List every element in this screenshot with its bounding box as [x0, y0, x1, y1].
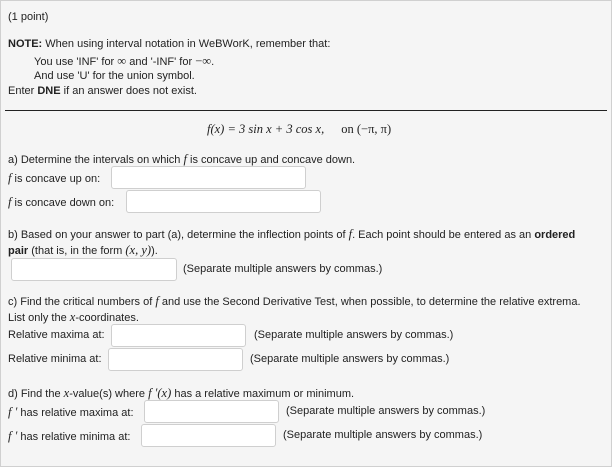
dne-line — [8, 85, 197, 97]
fprime-maxima-text: has relative maxima at: — [17, 407, 134, 419]
relative-maxima-hint: (Separate multiple answers by commas.) — [254, 329, 454, 341]
note-text: When using interval notation in WeBWorK, remember that: — [42, 38, 331, 50]
concave-down-text: is concave down on: — [11, 197, 115, 209]
part-a-text-a: a) Determine the intervals on which — [8, 154, 184, 166]
concave-down-f: f — [8, 195, 12, 209]
part-c-prompt-line2 — [8, 310, 139, 325]
part-b-hint: (Separate multiple answers by commas.) — [183, 263, 383, 275]
infinity-symbol: ∞ — [117, 54, 127, 68]
neg-infinity-symbol: −∞ — [195, 54, 212, 68]
function-definition — [207, 122, 391, 137]
part-b-prompt-line1 — [8, 227, 575, 242]
function-expression: f(x) = 3 sin x + 3 cos x, — [207, 122, 325, 136]
part-d-text-a: d) Find the — [8, 388, 64, 400]
concave-up-label — [8, 171, 100, 186]
concave-down-label — [8, 195, 114, 210]
part-c-text-b: and use the Second Derivative Test, when possible, to determine the relative extrema. — [158, 296, 581, 308]
dne-keyword: DNE — [37, 85, 61, 97]
relative-minima-input[interactable] — [108, 348, 243, 371]
inf-text-c: . — [211, 56, 215, 68]
fprime-maxima-input[interactable] — [144, 400, 279, 423]
part-d-text-c: has a relative maximum or minimum. — [171, 388, 355, 400]
note-label: NOTE: — [8, 38, 43, 50]
part-b-text-d: ). — [151, 245, 158, 257]
concave-up-text: is concave up on: — [11, 173, 101, 185]
part-d-prompt — [8, 386, 354, 401]
relative-minima-label: Relative minima at: — [8, 353, 102, 365]
fprime-minima-text: has relative minima at: — [17, 431, 131, 443]
part-a-f: f — [183, 152, 187, 166]
part-d-x: x — [63, 386, 70, 400]
divider — [5, 110, 607, 111]
fprime-maxima-f: f ′ — [8, 405, 18, 419]
fprime-maxima-label — [8, 405, 134, 420]
part-b-f: f — [348, 227, 353, 241]
fprime-minima-input[interactable] — [141, 424, 276, 447]
part-a-prompt — [8, 152, 355, 167]
union-line: And use 'U' for the union symbol. — [34, 70, 195, 82]
dne-text-a: Enter — [8, 85, 38, 97]
part-a-text-b: is concave up and concave down. — [186, 154, 356, 166]
part-d-text-b: -value(s) where — [69, 388, 149, 400]
fprime-maxima-hint: (Separate multiple answers by commas.) — [286, 405, 486, 417]
part-c-text-d: -coordinates. — [75, 312, 139, 324]
part-b-text-c: (that is, in the form — [28, 245, 126, 257]
inflection-points-input[interactable] — [11, 258, 177, 281]
fprime-minima-f: f ′ — [8, 429, 18, 443]
concave-up-f: f — [8, 171, 12, 185]
inf-text-b: and '-INF' for — [126, 56, 196, 68]
note-line — [8, 38, 330, 50]
dne-text-c: if an answer does not exist. — [60, 85, 197, 97]
inf-text-a: You use 'INF' for — [34, 56, 118, 68]
part-c-f: f — [155, 294, 159, 308]
fprime-minima-label — [8, 429, 130, 444]
part-c-text-a: c) Find the critical numbers of — [8, 296, 156, 308]
relative-maxima-label: Relative maxima at: — [8, 329, 105, 341]
part-b-text-a: b) Based on your answer to part (a), determine the inflection points of — [8, 229, 349, 241]
part-c-x: x — [69, 310, 76, 324]
fprime-minima-hint: (Separate multiple answers by commas.) — [283, 429, 483, 441]
part-c-text-c: List only the — [8, 312, 70, 324]
part-b-text-b: . Each point should be entered as an — [352, 229, 535, 241]
part-b-prompt-line2 — [8, 243, 158, 258]
relative-maxima-input[interactable] — [111, 324, 246, 347]
part-b-ordered: ordered — [534, 229, 576, 241]
concave-up-input[interactable] — [111, 166, 306, 189]
part-b-xy: (x, y) — [125, 243, 152, 257]
points-label: (1 point) — [8, 11, 49, 23]
part-d-fprime: f ′(x) — [148, 386, 172, 400]
inf-line — [34, 54, 214, 69]
relative-minima-hint: (Separate multiple answers by commas.) — [250, 353, 450, 365]
concave-down-input[interactable] — [126, 190, 321, 213]
part-c-prompt-line1 — [8, 294, 581, 309]
part-b-pair: pair — [8, 245, 29, 257]
function-domain: on (−π, π) — [341, 122, 392, 136]
